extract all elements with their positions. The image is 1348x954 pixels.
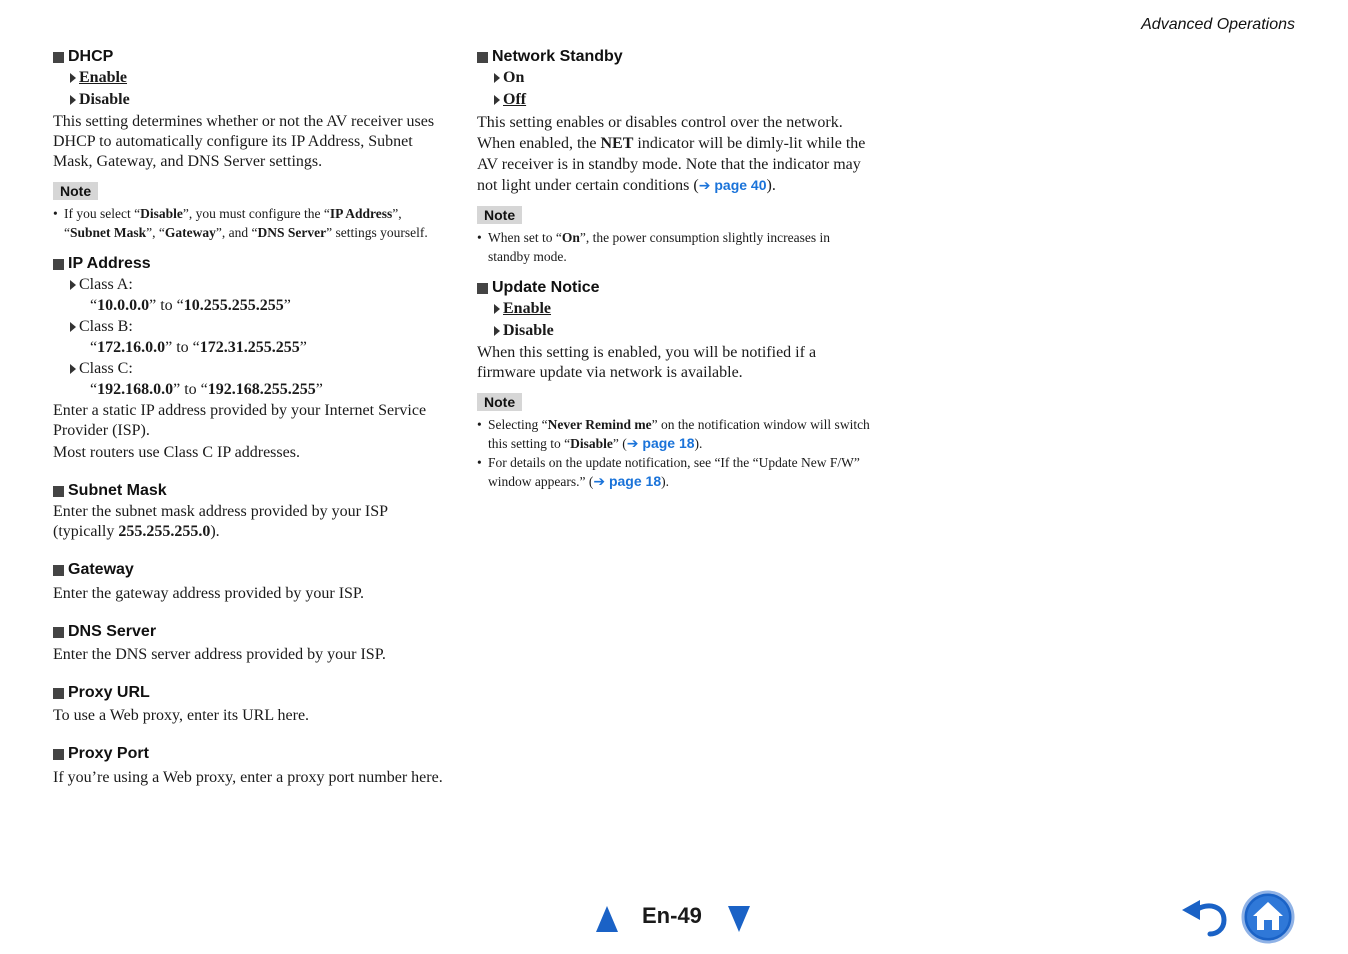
left-column — [53, 47, 448, 800]
square-bullet-icon — [53, 52, 64, 63]
subnet-mask-heading: Subnet Mask — [53, 481, 448, 501]
page-18-link[interactable]: ➔ page 18 — [593, 473, 662, 489]
update-option-enable: Enable — [477, 298, 872, 320]
proxy-port-heading: Proxy Port — [53, 744, 448, 764]
square-bullet-icon — [53, 627, 64, 638]
square-bullet-icon — [53, 565, 64, 576]
dns-server-heading: DNS Server — [53, 622, 448, 642]
note-badge: Note — [477, 393, 522, 411]
network-standby-heading: Network Standby — [477, 47, 872, 67]
triangle-right-icon — [70, 280, 76, 290]
page-40-link[interactable]: ➔ page 40 — [698, 177, 767, 193]
note-badge: Note — [53, 182, 98, 200]
dns-description: Enter the DNS server address provided by your ISP. — [53, 646, 386, 663]
proxy-url-section — [53, 683, 448, 726]
dhcp-note-item: • If you select “Disable”, you must configure the “IP Address”, “Subnet Mask”, “Gateway”, and “DNS Server” settings yourself. — [53, 204, 448, 242]
update-notice-heading: Update Notice — [477, 278, 872, 298]
update-notes — [477, 415, 872, 491]
ip-class-b-range: “172.16.0.0” to “172.31.255.255” — [90, 339, 307, 356]
page-number: En-49 — [642, 903, 702, 928]
proxy-url-heading: Proxy URL — [53, 683, 448, 703]
dhcp-option-enable: Enable — [53, 67, 448, 89]
gateway-heading: Gateway — [53, 560, 448, 580]
triangle-down-icon[interactable] — [727, 905, 751, 933]
gateway-description: Enter the gateway address provided by your ISP. — [53, 585, 365, 602]
triangle-right-icon — [494, 326, 500, 336]
note-badge: Note — [477, 206, 522, 224]
standby-option-off: Off — [477, 89, 872, 111]
back-arrow-icon[interactable] — [1180, 896, 1230, 938]
triangle-right-icon — [70, 364, 76, 374]
subnet-description: Enter the subnet mask address provided by your ISP (typically 255.255.255.0). — [53, 503, 388, 540]
standby-notes — [477, 228, 872, 266]
dhcp-section — [53, 47, 448, 242]
dhcp-option-disable: Disable — [53, 89, 448, 111]
header-title: Advanced Operations — [1141, 16, 1295, 33]
triangle-right-icon — [70, 322, 76, 332]
proxy-url-description: To use a Web proxy, enter its URL here. — [53, 707, 310, 724]
dhcp-heading: DHCP — [53, 47, 448, 67]
update-note-item: • Selecting “Never Remind me” on the notification window will switch this setting to “Disable” (➔ page 18). — [477, 415, 872, 453]
triangle-right-icon — [494, 95, 500, 105]
square-bullet-icon — [477, 52, 488, 63]
right-column — [477, 47, 872, 503]
standby-description: This setting enables or disables control over the network. When enabled, the NET indicator will be dimly-lit while the AV receiver is in standby mode. Note that the indicator may not light under certain conditions (➔ page 40). — [477, 114, 866, 194]
ip-description: Enter a static IP address provided by your Internet Service Provider (ISP). — [53, 402, 427, 439]
proxy-port-description: If you’re using a Web proxy, enter a proxy port number here. — [53, 769, 443, 786]
ip-description-2: Most routers use Class C IP addresses. — [53, 444, 300, 461]
square-bullet-icon — [53, 259, 64, 270]
gateway-section — [53, 560, 448, 604]
triangle-right-icon — [70, 95, 76, 105]
dns-server-section — [53, 622, 448, 665]
home-icon[interactable] — [1241, 890, 1295, 944]
ip-class-c-range: “192.168.0.0” to “192.168.255.255” — [90, 381, 323, 398]
ip-address-heading: IP Address — [53, 254, 448, 274]
ip-address-section — [53, 254, 448, 463]
square-bullet-icon — [477, 283, 488, 294]
triangle-right-icon — [494, 73, 500, 83]
triangle-right-icon — [494, 304, 500, 314]
update-description: When this setting is enabled, you will be notified if a firmware update via network is available. — [477, 344, 817, 381]
triangle-up-icon[interactable] — [595, 905, 619, 933]
update-note-item: • For details on the update notification, see “If the “Update New F/W” window appears.” (➔ page 18). — [477, 453, 872, 491]
proxy-port-section — [53, 744, 448, 788]
ip-class-a-range: “10.0.0.0” to “10.255.255.255” — [90, 297, 291, 314]
standby-note-item: • When set to “On”, the power consumption slightly increases in standby mode. — [477, 228, 872, 266]
update-notice-section — [477, 278, 872, 491]
network-standby-section — [477, 47, 872, 266]
triangle-right-icon — [70, 73, 76, 83]
ip-class-c: Class C: — [53, 358, 448, 380]
page-18-link[interactable]: ➔ page 18 — [626, 435, 695, 451]
ip-class-b: Class B: — [53, 316, 448, 338]
square-bullet-icon — [53, 486, 64, 497]
square-bullet-icon — [53, 688, 64, 699]
ip-class-a: Class A: — [53, 274, 448, 296]
update-option-disable: Disable — [477, 320, 872, 342]
dhcp-notes — [53, 204, 448, 242]
subnet-mask-section — [53, 481, 448, 542]
dhcp-description: This setting determines whether or not the AV receiver uses DHCP to automatically configure its IP Address, Subnet Mask, Gateway, and DNS Server settings. — [53, 113, 435, 170]
square-bullet-icon — [53, 749, 64, 760]
standby-option-on: On — [477, 67, 872, 89]
